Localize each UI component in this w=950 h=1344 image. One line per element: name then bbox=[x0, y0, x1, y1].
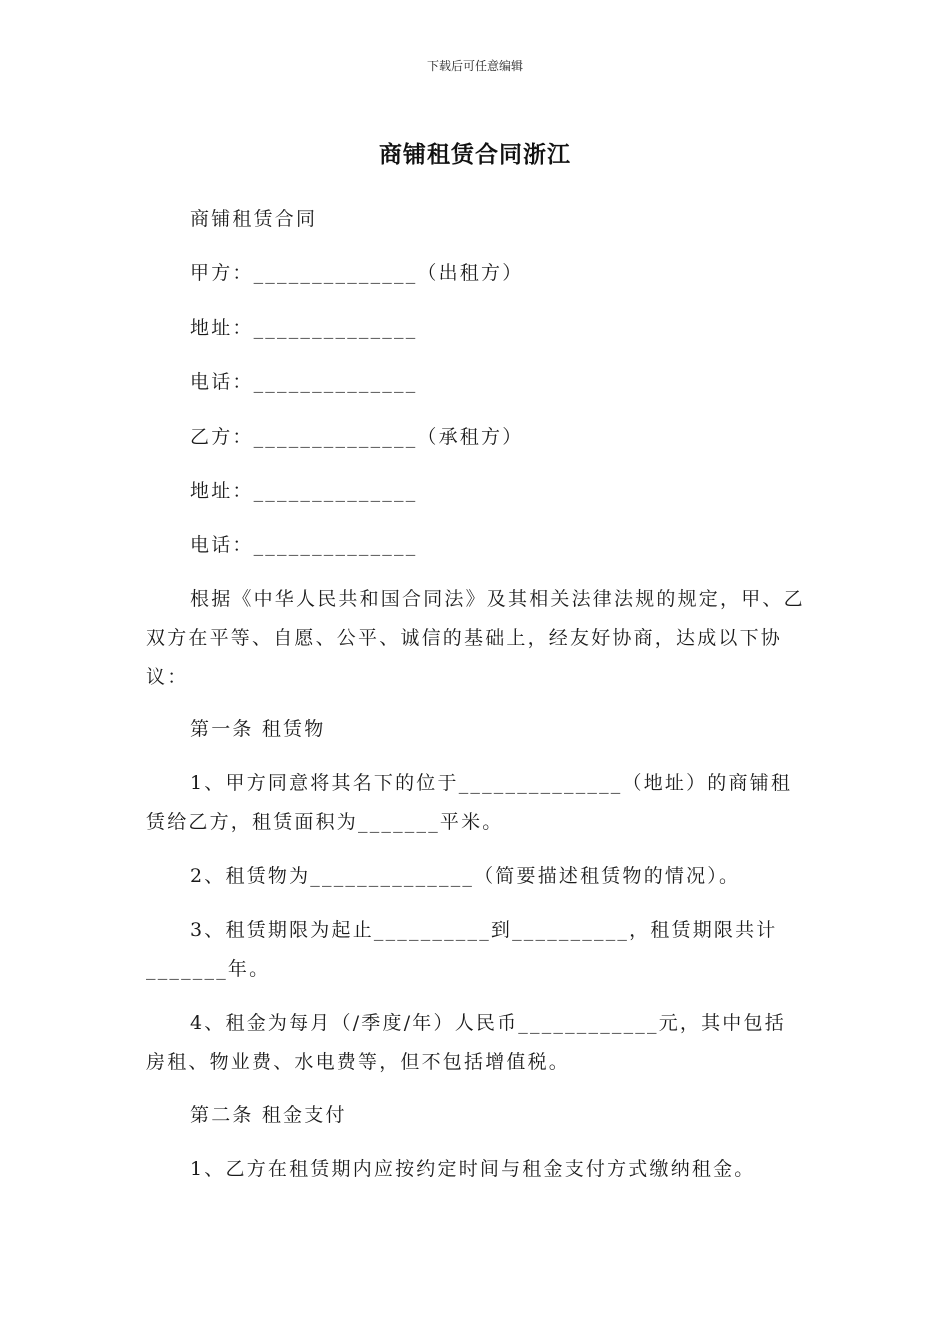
article-1-item-2: 2、租赁物为______________（简要描述租赁物的情况）。 bbox=[190, 865, 741, 887]
party-a-address-line: 地址：______________ bbox=[190, 317, 418, 339]
party-b-phone-line: 电话：______________ bbox=[190, 534, 418, 556]
article-1-item-4: 4、租金为每月（/季度/年）人民币____________元，其中包括房租、物业费、水电费等，但不包括增值税。 bbox=[146, 1012, 786, 1073]
preamble-paragraph: 根据《中华人民共和国合同法》及其相关法律法规的规定，甲、乙双方在平等、自愿、公平、诚信的基础上，经友好协商，达成以下协议： bbox=[146, 588, 805, 688]
party-a-phone-line: 电话：______________ bbox=[190, 371, 418, 393]
document-body bbox=[146, 0, 806, 1344]
article-2-item-1: 1、乙方在租赁期内应按约定时间与租金支付方式缴纳租金。 bbox=[190, 1158, 756, 1180]
party-b-line: 乙方：______________（承租方） bbox=[190, 426, 524, 448]
party-b-address-line: 地址：______________ bbox=[190, 480, 418, 502]
header-note: 下载后可任意编辑 bbox=[426, 59, 523, 73]
party-a-line: 甲方：______________（出租方） bbox=[190, 262, 524, 284]
document-subtitle: 商铺租赁合同 bbox=[190, 208, 318, 230]
article-1-item-3: 3、租赁期限为起止__________到__________，租赁期限共计_______年。 bbox=[146, 919, 778, 980]
document-title: 商铺租赁合同浙江 bbox=[379, 142, 571, 168]
article-1-title: 第一条 租赁物 bbox=[190, 718, 326, 740]
article-1-item-1: 1、甲方同意将其名下的位于______________（地址）的商铺租赁给乙方，租赁面积为_______平米。 bbox=[146, 772, 793, 833]
article-2-title: 第二条 租金支付 bbox=[190, 1104, 347, 1126]
